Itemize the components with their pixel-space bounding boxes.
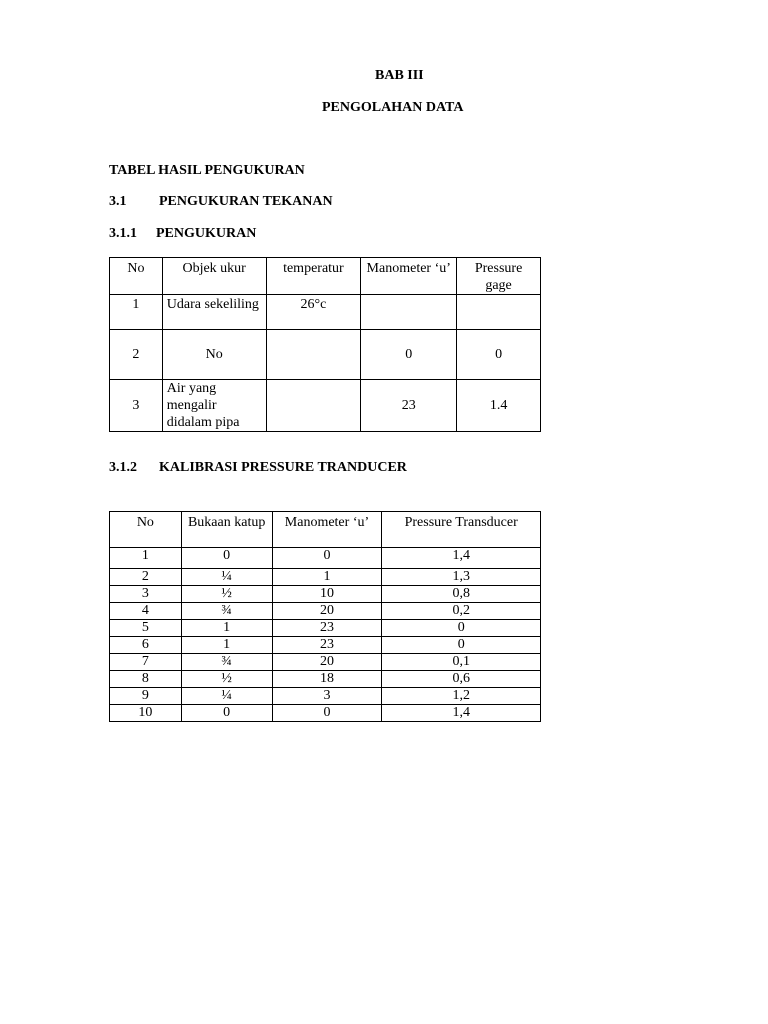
table-cell: 1,4 xyxy=(382,705,541,722)
table-cell: 1 xyxy=(272,569,382,586)
header-cell: No xyxy=(110,258,163,295)
table-cell: 0 xyxy=(181,548,272,569)
chapter-heading: BAB III xyxy=(375,68,424,83)
table-row xyxy=(110,569,541,586)
table-cell: 0,2 xyxy=(382,603,541,620)
table-cell: 20 xyxy=(272,654,382,671)
table-cell: 0 xyxy=(382,620,541,637)
table-cell: 1.4 xyxy=(457,380,541,432)
table-cell xyxy=(266,380,361,432)
table-cell: 26°c xyxy=(266,295,361,330)
table-row xyxy=(110,620,541,637)
table-cell: ¾ xyxy=(181,654,272,671)
table-cell: 7 xyxy=(110,654,182,671)
table-cell: 0 xyxy=(272,548,382,569)
table-cell: 8 xyxy=(110,671,182,688)
table-cell: 23 xyxy=(272,620,382,637)
table-cell: ½ xyxy=(181,586,272,603)
table-cell: 1 xyxy=(181,637,272,654)
table-cell: 10 xyxy=(110,705,182,722)
table-cell: 2 xyxy=(110,330,163,380)
table-cell: 5 xyxy=(110,620,182,637)
header-cell: Bukaan katup xyxy=(181,512,272,548)
table-cell: 23 xyxy=(272,637,382,654)
table-row xyxy=(110,705,541,722)
table-cell: 0,8 xyxy=(382,586,541,603)
table-cell: ¾ xyxy=(181,603,272,620)
table-cell: 0 xyxy=(382,637,541,654)
table-cell xyxy=(266,330,361,380)
table-cell: 10 xyxy=(272,586,382,603)
section-title: TABEL HASIL PENGUKURAN xyxy=(109,163,305,178)
table-cell: Air yang mengalir didalam pipa xyxy=(162,380,266,432)
table-cell: 2 xyxy=(110,569,182,586)
table-cell: 9 xyxy=(110,688,182,705)
measurement-table xyxy=(109,257,541,432)
header-cell: Pressure Transducer xyxy=(382,512,541,548)
table-cell: 0,1 xyxy=(382,654,541,671)
table-cell: 3 xyxy=(110,586,182,603)
table-cell: 1 xyxy=(110,548,182,569)
page-title: PENGOLAHAN DATA xyxy=(322,100,464,115)
table-row xyxy=(110,688,541,705)
subsection-label: PENGUKURAN xyxy=(156,226,257,241)
subsection-label: PENGUKURAN TEKANAN xyxy=(159,194,333,209)
subsection-number: 3.1.2 xyxy=(109,460,137,475)
table-cell: 3 xyxy=(110,380,163,432)
subsection-3-1 xyxy=(109,194,333,210)
header-cell: Manometer ‘u’ xyxy=(272,512,382,548)
header-cell: Pressure gage xyxy=(457,258,541,295)
table-cell: 18 xyxy=(272,671,382,688)
table-cell: 0,6 xyxy=(382,671,541,688)
header-cell: No xyxy=(110,512,182,548)
table-cell xyxy=(457,295,541,330)
table-row xyxy=(110,603,541,620)
table-cell: Udara sekeliling xyxy=(162,295,266,330)
table-cell: 0 xyxy=(361,330,457,380)
table-cell: 6 xyxy=(110,637,182,654)
table-row xyxy=(110,295,541,330)
table-cell: 0 xyxy=(272,705,382,722)
table-row xyxy=(110,654,541,671)
table-cell: 4 xyxy=(110,603,182,620)
table-row xyxy=(110,330,541,380)
table-cell: 1,2 xyxy=(382,688,541,705)
table-cell: 0 xyxy=(181,705,272,722)
header-cell: temperatur xyxy=(266,258,361,295)
table-row xyxy=(110,671,541,688)
table-header-row xyxy=(110,258,541,295)
table-cell: 1 xyxy=(110,295,163,330)
table-cell: ¼ xyxy=(181,569,272,586)
table-row xyxy=(110,637,541,654)
table-cell: 1,4 xyxy=(382,548,541,569)
subsection-number: 3.1.1 xyxy=(109,226,137,241)
table-row xyxy=(110,548,541,569)
table-cell: 0 xyxy=(457,330,541,380)
header-cell: Manometer ‘u’ xyxy=(361,258,457,295)
subsection-number: 3.1 xyxy=(109,194,127,209)
subsection-label: KALIBRASI PRESSURE TRANDUCER xyxy=(159,460,407,475)
table-cell: No xyxy=(162,330,266,380)
table-cell: ½ xyxy=(181,671,272,688)
table-cell: ¼ xyxy=(181,688,272,705)
table-cell: 3 xyxy=(272,688,382,705)
subsection-3-1-1 xyxy=(109,226,256,242)
subsection-3-1-2 xyxy=(109,460,407,476)
table-row xyxy=(110,380,541,432)
table-cell: 1 xyxy=(181,620,272,637)
table-row xyxy=(110,586,541,603)
table-header-row xyxy=(110,512,541,548)
table-cell: 20 xyxy=(272,603,382,620)
table-cell: 23 xyxy=(361,380,457,432)
calibration-table xyxy=(109,511,541,722)
table-cell: 1,3 xyxy=(382,569,541,586)
table-cell xyxy=(361,295,457,330)
header-cell: Objek ukur xyxy=(162,258,266,295)
